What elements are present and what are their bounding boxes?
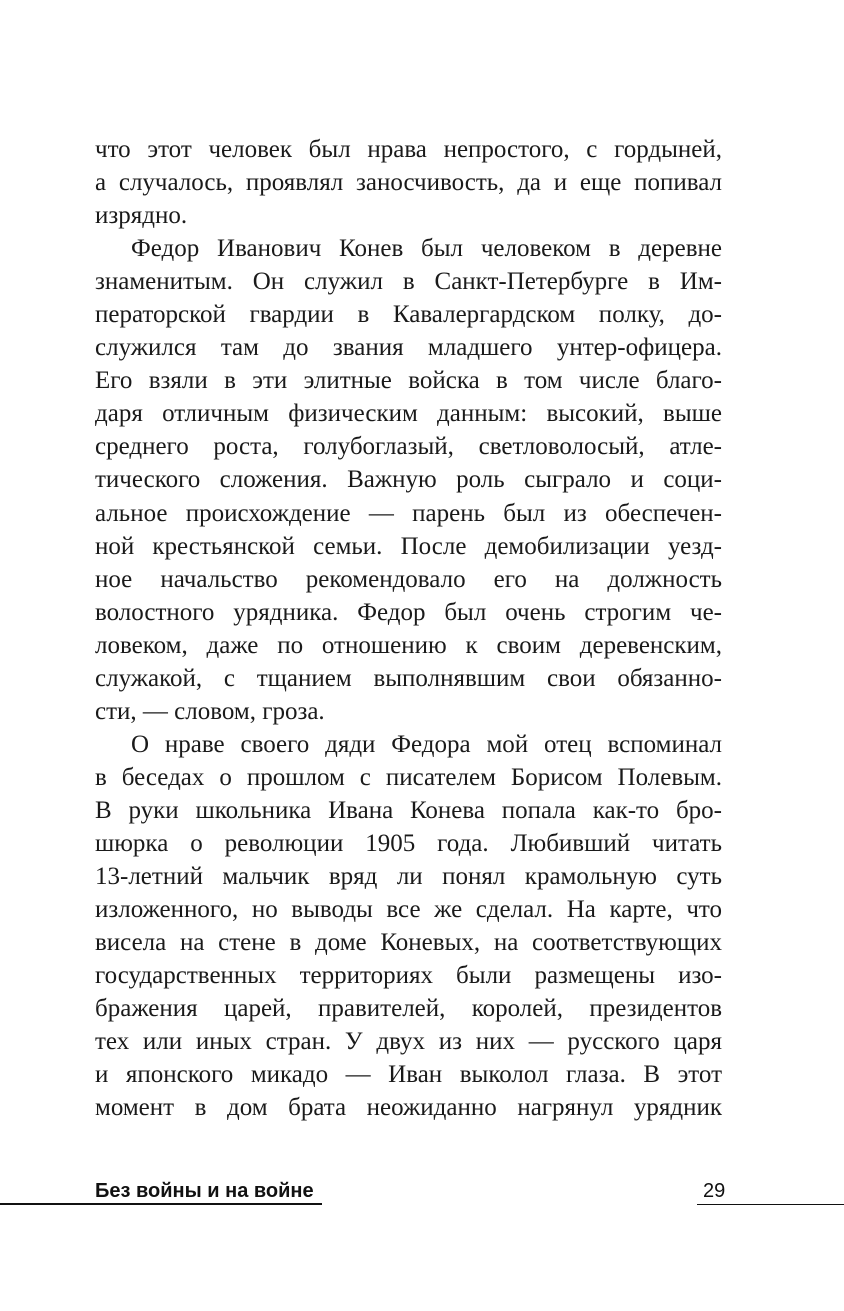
text-line: ное начальство рекомендовало его на должность [95,565,722,593]
text-line: изрядно. [95,202,188,230]
text-line: Его взяли в эти элитные войска в том числе благо- [95,367,722,395]
page-footer [0,1180,844,1206]
text-line: альное происхождение — парень был из обеспечен- [95,499,722,527]
text-line: служился там до звания младшего унтер-офицера. [95,334,722,362]
text-line: сти, — словом, гроза. [95,697,325,725]
footer-rule-left [0,1203,322,1205]
body-text [95,133,722,1124]
text-line: шюрка о революции 1905 года. Любивший читать [95,829,722,857]
text-line: ловеком, даже по отношению к своим деревенским, [95,631,722,659]
running-title: Без войны и на войне [95,1180,314,1202]
text-line: момент в дом брата неожиданно нагрянул урядник [95,1094,722,1122]
text-line: государственных территориях были размещены изо- [95,962,722,990]
text-line: даря отличным физическим данным: высокий, выше [95,400,722,428]
text-line: В руки школьника Ивана Конева попала как-то бро- [95,796,722,824]
page-number: 29 [703,1180,726,1202]
text-line: висела на стене в доме Коневых, на соответствующих [95,929,722,957]
text-line: ной крестьянской семьи. После демобилизации уезд- [95,532,722,560]
text-line: а случалось, проявлял заносчивость, да и еще попивал [95,169,722,197]
text-line: и японского микадо — Иван выколол глаза. В этот [95,1061,722,1089]
text-line: ператорской гвардии в Кавалергардском полку, до- [95,301,722,329]
text-line: среднего роста, голубоглазый, светловолосый, атле- [95,433,722,461]
text-line: в беседах о прошлом с писателем Борисом Полевым. [95,763,722,791]
text-line: изложенного, но выводы все же сделал. На карте, что [95,896,722,924]
text-line: тех или иных стран. У двух из них — русского царя [95,1028,722,1056]
text-line: служакой, с тщанием выполнявшим свои обязанно- [95,664,722,692]
text-line: знаменитым. Он служил в Санкт-Петербурге в Им- [95,268,722,296]
text-line: что этот человек был нрава непростого, с гордыней, [95,136,722,163]
text-line: волостного урядника. Федор был очень строгим че- [95,598,722,626]
text-line: О нраве своего дяди Федора мой отец вспоминал [131,730,722,758]
text-line: Федор Иванович Конев был человеком в деревне [131,235,722,263]
footer-rule-right [697,1204,844,1205]
text-line: бражения царей, правителей, королей, президентов [95,995,722,1023]
text-line: 13-летний мальчик вряд ли понял крамольную суть [95,863,722,891]
text-line: тического сложения. Важную роль сыграло и соци- [95,466,722,494]
